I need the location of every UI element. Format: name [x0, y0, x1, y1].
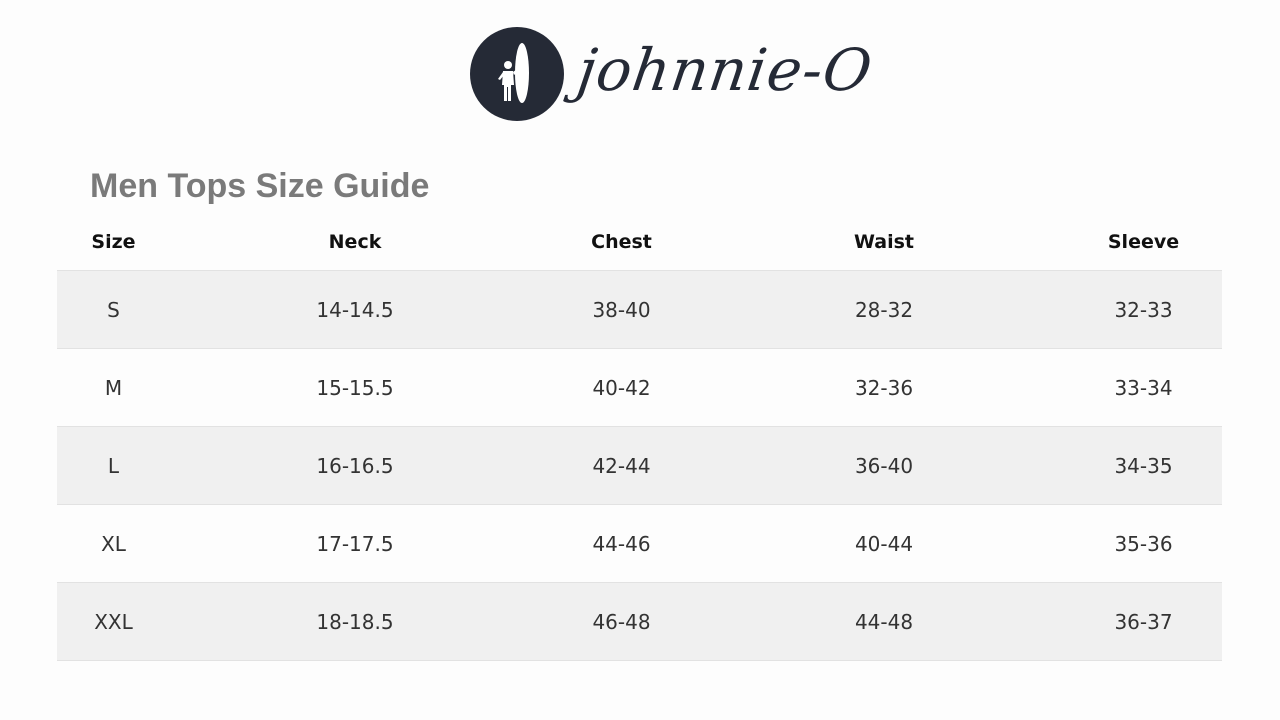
waist-cell: 28-32	[703, 271, 1065, 349]
brand-wordmark: johnnie-O	[573, 36, 877, 104]
chest-cell: 42-44	[540, 427, 703, 505]
table-row	[57, 583, 1222, 661]
neck-cell: 18-18.5	[170, 583, 540, 661]
waist-cell: 32-36	[703, 349, 1065, 427]
sleeve-cell: 36-37	[1065, 583, 1222, 661]
surfer-silhouette-icon	[470, 27, 564, 121]
column-header-neck: Neck	[170, 214, 540, 271]
size-cell: L	[57, 427, 170, 505]
sleeve-cell: 34-35	[1065, 427, 1222, 505]
size-cell: XL	[57, 505, 170, 583]
table-row	[57, 505, 1222, 583]
chest-cell: 44-46	[540, 505, 703, 583]
chest-cell: 46-48	[540, 583, 703, 661]
table-row	[57, 427, 1222, 505]
neck-cell: 17-17.5	[170, 505, 540, 583]
neck-cell: 15-15.5	[170, 349, 540, 427]
page-title: Men Tops Size Guide	[90, 167, 430, 205]
neck-cell: 16-16.5	[170, 427, 540, 505]
sleeve-cell: 35-36	[1065, 505, 1222, 583]
waist-cell: 36-40	[703, 427, 1065, 505]
size-guide-table	[57, 214, 1222, 661]
size-cell: S	[57, 271, 170, 349]
waist-cell: 44-48	[703, 583, 1065, 661]
chest-cell: 38-40	[540, 271, 703, 349]
neck-cell: 14-14.5	[170, 271, 540, 349]
column-header-chest: Chest	[540, 214, 703, 271]
chest-cell: 40-42	[540, 349, 703, 427]
table-row	[57, 349, 1222, 427]
size-cell: XXL	[57, 583, 170, 661]
waist-cell: 40-44	[703, 505, 1065, 583]
sleeve-cell: 33-34	[1065, 349, 1222, 427]
column-header-size: Size	[57, 214, 170, 271]
size-cell: M	[57, 349, 170, 427]
surfer-logo-icon	[470, 27, 564, 121]
column-header-waist: Waist	[703, 214, 1065, 271]
table-header-row	[57, 214, 1222, 271]
sleeve-cell: 32-33	[1065, 271, 1222, 349]
brand-logo[interactable]	[470, 26, 877, 122]
table-row	[57, 271, 1222, 349]
column-header-sleeve: Sleeve	[1065, 214, 1222, 271]
